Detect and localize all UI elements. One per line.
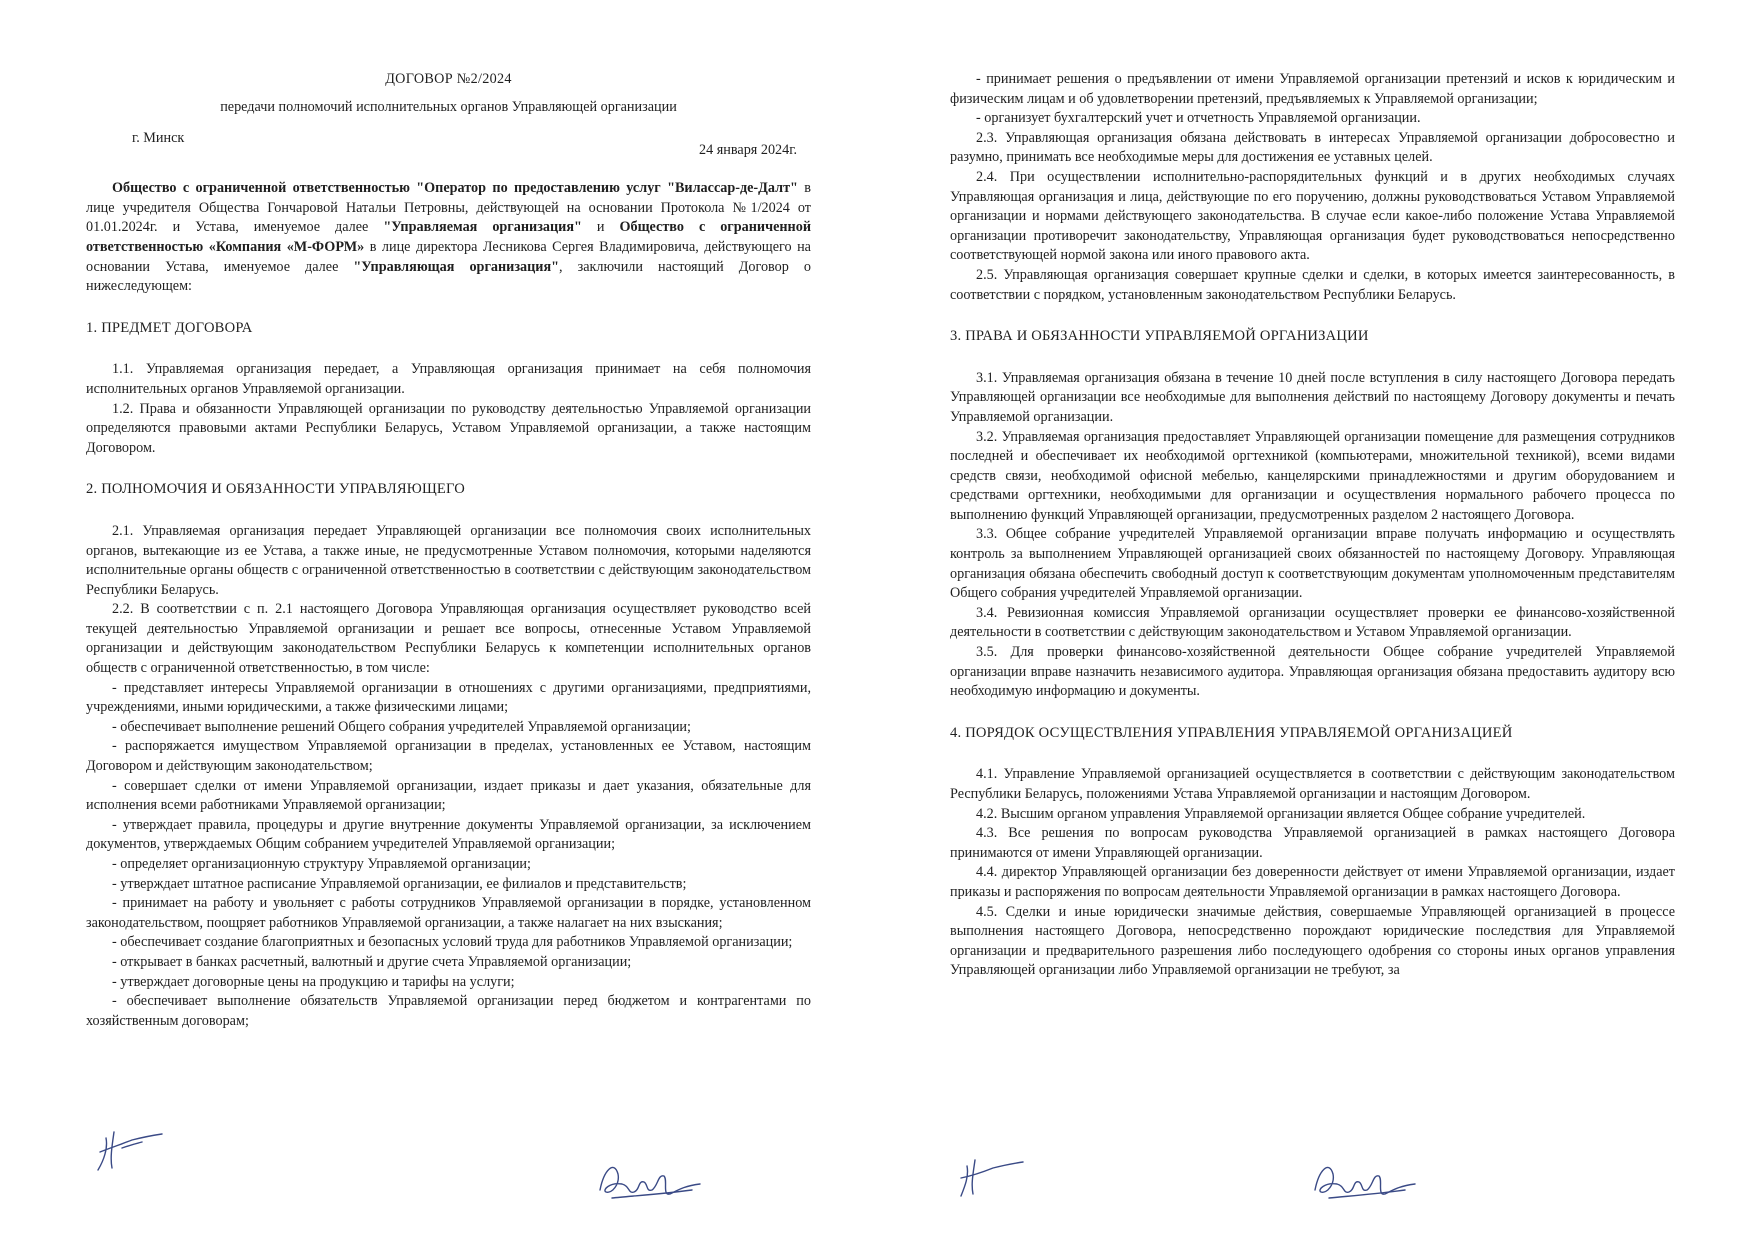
preamble-party1-alias: "Управляемая организация" <box>383 219 582 236</box>
clause-2-3: 2.3. Управляющая организация обязана действовать в интересах Управляемой организации добросовестно и разумно, принимать все необходимые меры для достижения ее уставных целей. <box>950 129 1675 166</box>
preamble-text: в лице директора Лесникова Сергея Владимировича, действующего на основании Устава, именуемое далее <box>86 238 811 275</box>
clause-4-4: 4.4. директор Управляющей организации без доверенности действует от имени Управляемой организации, издает приказы и распоряжения по вопросам деятельности Управляемой организации в рамках настоящего Договора. <box>950 864 1675 900</box>
contract-date: 24 января 2024г. <box>699 142 797 159</box>
preamble-text: в лице учредителя Общества Гончаровой Натальи Петровны, действующей на основании Протокола №1/2024 от 01.01.2024г. и Устава, именуемое далее <box>86 180 812 236</box>
clause-2-4: 2.4. При осуществлении исполнительно-распорядительных функций и в других необходимых случаях Управляющая организация и лица, действующие по его поручению, должны руководствоваться Уставом Управляемой организации и нормами действующего законодательства. В случае если какое-либо положение Устава Управляемой организации противоречит законодательству, Управляющая организация будет руководствоваться непосредственно соответствующей нормой закона или иного правового акта. <box>950 168 1675 264</box>
preamble-party2-alias: "Управляющая организация" <box>353 258 560 275</box>
list-item: - совершает сделки от имени Управляемой организации, издает приказы и дает указания, обязательные для исполнения всеми работниками Управляемой организации; <box>86 777 811 814</box>
clause-2-1: 2.1. Управляемая организация передает Управляющей организации все полномочия своих исполнительных органов, вытекающие из ее Устава, а также иные, не предусмотренные Уставом полномочия, которыми наделяются исполнительные органы обществ с ограниченной ответственностью в соответствии с действующим законодательством Республики Беларусь. <box>86 522 811 598</box>
list-item: - открывает в банках расчетный, валютный и другие счета Управляемой организации; <box>112 953 632 970</box>
list-item: - утверждает штатное расписание Управляемой организации, ее филиалов и представительств; <box>112 875 687 892</box>
contract-title: ДОГОВОР №2/2024 <box>385 71 512 87</box>
clause-3-5: 3.5. Для проверки финансово-хозяйственной деятельности Общее собрание учредителей Управляемой организации вправе назначить независимого аудитора. Управляющая организация обязана предоставить аудитору всю необходимую информацию и документы. <box>950 644 1675 700</box>
clause-4-5: 4.5. Сделки и иные юридически значимые действия, совершаемые Управляющей организацией в процессе выполнения настоящего Договора, непосредственно порождают юридические последствия для Управляемой организации и предварительного разрешения либо последующего одобрения со стороны иных органов управления Управляющей организации либо Управляемой организации не требуют, за <box>950 903 1675 979</box>
section-heading-1: 1. ПРЕДМЕТ ДОГОВОРА <box>86 319 253 336</box>
list-item: - обеспечивает создание благоприятных и безопасных условий труда для работников Управляемой организации; <box>112 934 793 951</box>
signature-party2-left <box>592 1150 712 1210</box>
list-item: - утверждает договорные цены на продукцию и тарифы на услуги; <box>112 973 515 990</box>
signature-party1-right <box>955 1148 1045 1204</box>
list-item: - распоряжается имуществом Управляемой организации в пределах, установленных ее Уставом, настоящим Договором и действующим законодательством; <box>86 738 811 775</box>
list-item: - организует бухгалтерский учет и отчетность Управляемой организации. <box>976 110 1421 127</box>
list-item: - обеспечивает выполнение решений Общего собрания учредителей Управляемой организации; <box>112 718 691 735</box>
clause-3-2: 3.2. Управляемая организация предоставляет Управляющей организации помещение для размещения сотрудников последней и обеспечивает их необходимой оргтехникой (компьютерами, множительной техникой), всеми видами средств связи, необходимой офисной мебелью, канцелярскими принадлежностями и другим оборудованием и средствами оргтехники, необходимыми для организации и осуществления нормального рабочего процесса по выполнению функций Управляющей организации, предусмотренных разделом 2 настоящего Договора. <box>950 428 1675 523</box>
preamble-paragraph <box>86 179 811 297</box>
contract-city: г. Минск <box>132 130 185 147</box>
place-date-row <box>86 117 811 159</box>
preamble-party1-name: Общество с ограниченной ответственностью "Оператор по предоставлению услуг "Виласcар-де-Далт" <box>112 180 798 197</box>
clause-3-4: 3.4. Ревизионная комиссия Управляемой организации осуществляет проверки ее финансово-хозяйственной деятельности в соответствии с действующим законодательством и Уставом Управляемой организации. <box>950 604 1675 641</box>
list-item: - определяет организационную структуру Управляемой организации; <box>112 856 531 872</box>
left-page-text <box>86 70 811 1031</box>
clause-3-3: 3.3. Общее собрание учредителей Управляемой организации вправе получать информацию и осуществлять контроль за выполнением Управляющей организацией своих обязанностей по настоящему Договору. Управляющая организация обязана обеспечить свободный доступ к соответствующим документам уполномоченным представителям Общего собрания учредителей Управляемой организации. <box>950 526 1675 602</box>
clause-4-3: 4.3. Все решения по вопросам руководства Управляемой организацией в рамках настоящего Договора принимаются от имени Управляющей организации. <box>950 825 1675 861</box>
preamble-party2-name: Общество с ограниченной ответственностью «Компания «М-ФОРМ» <box>86 219 812 255</box>
list-item: - принимает решения о предъявлении от имени Управляемой организации претензий и исков к юридическим и физическим лицам и об удовлетворении претензий, предъявляемых к Управляемой организации; <box>950 71 1675 107</box>
list-item: - принимает на работу и увольняет с работы сотрудников Управляемой организации в порядке, установленном законодательством, поощряет работников Управляемой организации, а также налагает на них взыскания; <box>86 895 811 931</box>
clause-4-2: 4.2. Высшим органом управления Управляемой организации является Общее собрание учредителей. <box>976 805 1586 822</box>
section-heading-2: 2. ПОЛНОМОЧИЯ И ОБЯЗАННОСТИ УПРАВЛЯЮЩЕГО <box>86 481 466 498</box>
clause-3-1: 3.1. Управляемая организация обязана в течение 10 дней после вступления в силу настоящего Договора передать Управляющей организации все необходимые для выполнения действий по настоящему Договору документы и печать Управляемой организации. <box>950 369 1675 425</box>
signature-party2-right <box>1307 1152 1427 1208</box>
right-page <box>877 0 1754 1240</box>
clause-1-2: 1.2. Права и обязанности Управляющей организации по руководству деятельностью Управляемой организации определяются правовыми актами Республики Беларусь, Уставом Управляемой организации, а также настоящим Договором. <box>86 400 811 456</box>
section-heading-4: 4. ПОРЯДОК ОСУЩЕСТВЛЕНИЯ УПРАВЛЕНИЯ УПРАВЛЯЕМОЙ ОРГАНИЗАЦИЕЙ <box>950 724 1513 741</box>
signature-party1-left <box>92 1118 182 1178</box>
clause-4-1: 4.1. Управление Управляемой организацией осуществляется в соответствии с действующим законодательством Республики Беларусь, положениями Устава Управляемой организации и настоящим Договором. <box>950 766 1675 802</box>
contract-subtitle: передачи полномочий исполнительных органов Управляющей организации <box>220 98 677 115</box>
preamble-text: , заключили настоящий Договор о нижеследующем: <box>86 258 811 295</box>
list-item: - представляет интересы Управляемой организации в отношениях с другими организациями, предприятиями, учреждениями, иными юридическими, а также физическими лицами; <box>86 679 811 716</box>
list-item: - обеспечивает выполнение обязательств Управляемой организации перед бюджетом и контрагентами по хозяйственным договорам; <box>86 993 811 1029</box>
clause-2-2: 2.2. В соответствии с п. 2.1 настоящего Договора Управляющая организация осуществляет руководство всей текущей деятельностью Управляемой организации и решает все вопросы, отнесенные Уставом Управляемой организации и действующим законодательством Республики Беларусь к компетенции исполнительных органов обществ с ограниченной ответственностью, в том числе: <box>86 601 811 677</box>
preamble-text: и <box>581 219 620 236</box>
clause-2-5: 2.5. Управляющая организация совершает крупные сделки и сделки, в которых имеется заинтересованность, в соответствии с порядком, установленным законодательством Республики Беларусь. <box>950 266 1675 303</box>
list-item: - утверждает правила, процедуры и другие внутренние документы Управляемой организации, за исключением документов, утверждаемых Общим собранием учредителей Управляемой организации; <box>86 816 811 853</box>
right-page-text <box>950 70 1675 981</box>
section-heading-3: 3. ПРАВА И ОБЯЗАННОСТИ УПРАВЛЯЕМОЙ ОРГАНИЗАЦИИ <box>950 328 1369 345</box>
clause-1-1: 1.1. Управляемая организация передает, а Управляющая организация принимает на себя полномочия исполнительных органов Управляемой организации. <box>86 361 811 397</box>
